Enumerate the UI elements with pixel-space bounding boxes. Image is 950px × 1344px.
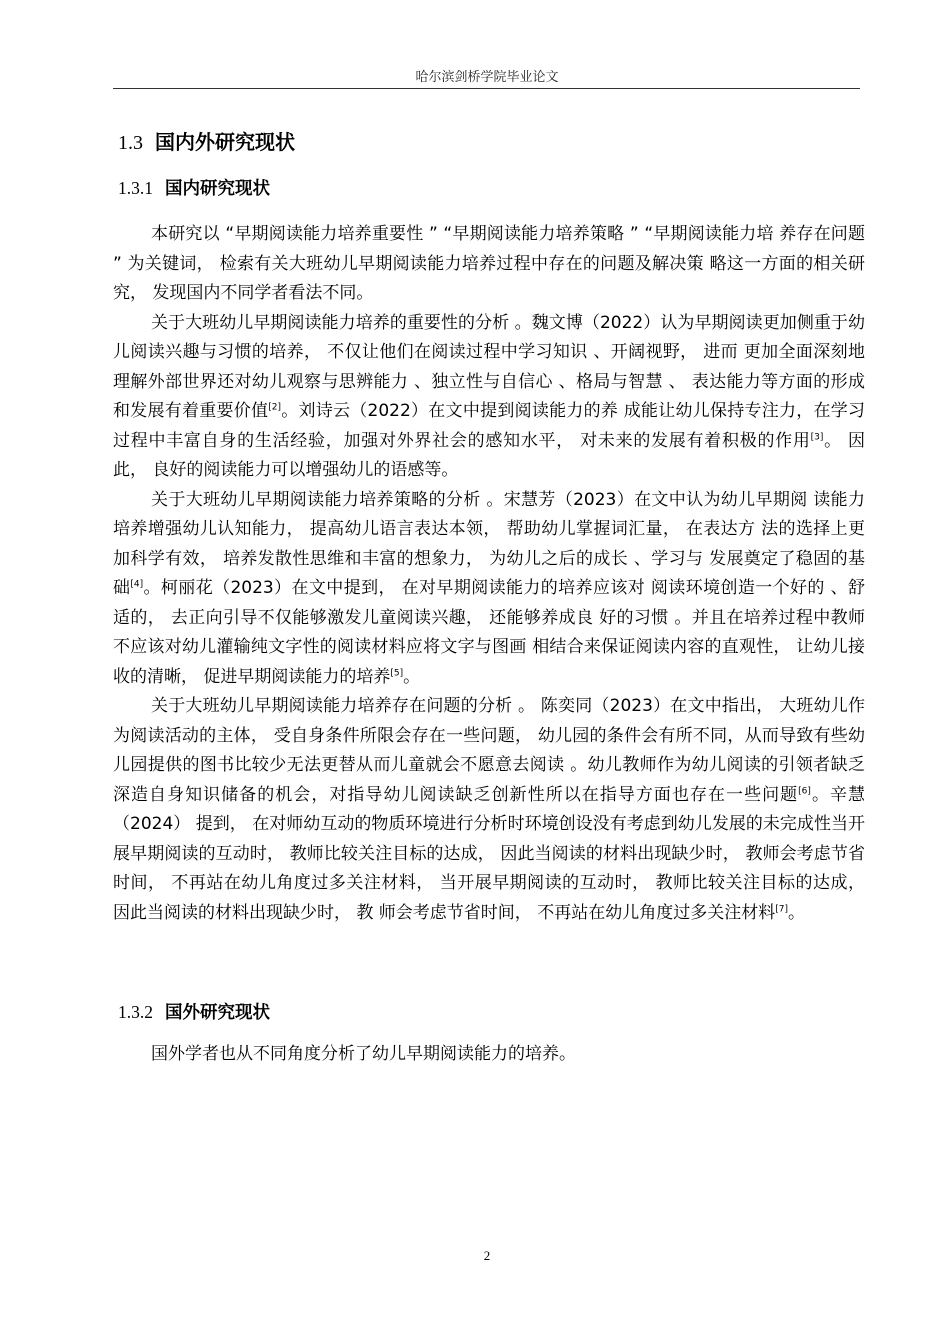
citation-ref: [7] — [775, 903, 788, 914]
paragraph-strategy: 关于大班幼儿早期阅读能力培养策略的分析 。宋慧芳（2023）在文中认为幼儿早期阅 读能力培养增强幼儿认知能力， 提高幼儿语言表达本领， 帮助幼儿掌握词汇量， 在表达方 法的选择上更加科学有效， 培养发散性思维和丰富的想象力， 为幼儿之后的成长 、学习与 发展奠定了稳固的基础[4]。柯丽花（2023）在文中提到， 在对早期阅读能力的培养应该对 阅读环境创造一个好的 、舒适的， 去正向引导不仅能够激发儿童阅读兴趣， 还能够养成良 好的习惯 。并且在培养过程中教师不应该对幼儿灌输纯文字性的阅读材料应将文字与图画 相结合来保证阅读内容的直观性， 让幼儿接收的清晰， 促进早期阅读能力的培养[5]。 — [113, 489, 865, 687]
subsection-title: 国内研究现状 — [165, 179, 270, 199]
domestic-research-body — [113, 220, 865, 928]
subsection-number: 1.3.2 — [118, 1002, 153, 1022]
paragraph-intro: 本研究以 “早期阅读能力培养重要性 ” “早期阅读能力培养策略 ” “早期阅读能力培 养存在问题 ” 为关键词， 检索有关大班幼儿早期阅读能力培养过程中存在的问题及解决策 略这一方面的相关研究， 发现国内不同学者看法不同。 — [113, 224, 865, 303]
subsection-number: 1.3.1 — [118, 178, 153, 198]
section-title: 国内外研究现状 — [155, 130, 295, 154]
subsection-heading-domestic — [118, 175, 270, 200]
foreign-research-body — [113, 1040, 865, 1070]
citation-ref: [4] — [130, 579, 144, 590]
paragraph-importance: 关于大班幼儿早期阅读能力培养的重要性的分析 。魏文博（2022）认为早期阅读更加侧重于幼儿阅读兴趣与习惯的培养， 不仅让他们在阅读过程中学习知识 、开阔视野， 进而 更加全面深刻地理解外部世界还对幼儿观察与思辨能力 、独立性与自信心 、格局与智慧 、 表达能力等方面的形成和发展有着重要价值[2]。刘诗云（2022）在文中提到阅读能力的养 成能让幼儿保持专注力，在学习过程中丰富自身的生活经验，加强对外界社会的感知水平， 对未来的发展有着积极的作用[3]。 因此， 良好的阅读能力可以增强幼儿的语感等。 — [113, 312, 866, 480]
running-header: 哈尔滨剑桥学院毕业论文 — [415, 70, 559, 85]
page-number: 2 — [483, 1248, 491, 1263]
citation-ref: [2] — [268, 402, 282, 413]
paragraph-foreign: 国外学者也从不同角度分析了幼儿早期阅读能力的培养。 — [151, 1044, 576, 1064]
citation-ref: [3] — [810, 431, 824, 442]
subsection-title: 国外研究现状 — [165, 1003, 270, 1023]
header-divider — [113, 88, 860, 89]
citation-ref: [6] — [798, 785, 811, 796]
subsection-heading-foreign — [118, 999, 270, 1024]
section-heading — [118, 126, 295, 155]
citation-ref: [5] — [390, 667, 404, 678]
paragraph-problems: 关于大班幼儿早期阅读能力培养存在问题的分析 。 陈奕同（2023）在文中指出， 大班幼儿作为阅读活动的主体， 受自身条件所限会存在一些问题， 幼儿园的条件会有所不同，从而导致有些幼儿园提供的图书比较少无法更替从而儿童就会不愿意去阅读 。幼儿教师作为幼儿阅读的引领者缺乏深造自身知识储备的机会，对指导幼儿阅读缺乏创新性所以在指导方面也存在一些问题[6]。辛慧（2024） 提到， 在对师幼互动的物质环境进行分析时环境创设没有考虑到幼儿发展的未完成性当开展早期阅读的互动时， 教师比较关注目标的达成， 因此当阅读的材料出现缺少时， 教师会考虑节省时间， 不再站在幼儿角度过多关注材料， 当开展早期阅读的互动时， 教师比较关注目标的达成， 因此当阅读的材料出现缺少时， 教 师会考虑节省时间， 不再站在幼儿角度过多关注材料[7]。 — [113, 696, 866, 923]
section-number: 1.3 — [118, 132, 143, 154]
